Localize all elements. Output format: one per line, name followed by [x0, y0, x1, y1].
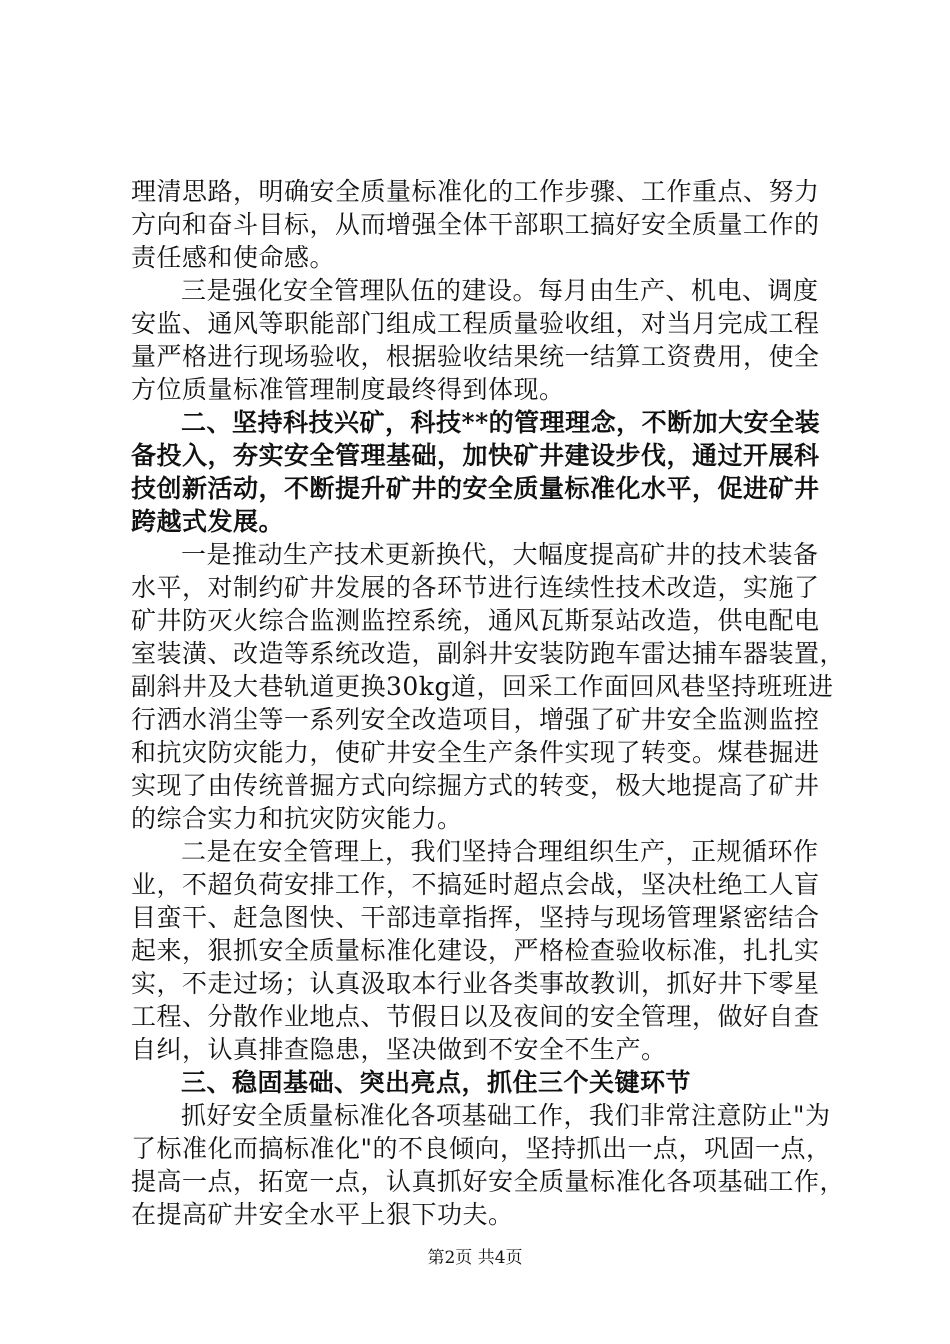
- heading-line: 技创新活动，不断提升矿井的安全质量标准化水平，促进矿井: [131, 474, 820, 503]
- text-line: 三是强化安全管理队伍的建设。每月由生产、机电、调度: [181, 276, 819, 305]
- text-line: 的综合实力和抗灾防灾能力。: [131, 804, 463, 833]
- text-line: 业，不超负荷安排工作，不搞延时超点会战，坚决杜绝工人盲: [131, 870, 820, 899]
- text-line: 自纠，认真排查隐患，坚决做到不安全不生产。: [131, 1035, 667, 1064]
- text-line: 实现了由传统普掘方式向综掘方式的转变，极大地提高了矿井: [131, 771, 820, 800]
- paragraph-safety-management: [131, 835, 831, 1066]
- text-line: 方向和奋斗目标，从而增强全体干部职工搞好安全质量工作的: [131, 210, 820, 239]
- heading-line: 三、稳固基础、突出亮点，抓住三个关键环节: [181, 1068, 692, 1097]
- page-number: 第2页 共4页: [427, 1248, 523, 1268]
- text-line: 起来，狠抓安全质量标准化建设，严格检查验收标准，扎扎实: [131, 936, 820, 965]
- text-line: 室装潢、改造等系统改造，副斜井安装防跑车雷达捕车器装置，: [131, 639, 846, 668]
- text-line: 提高一点，拓宽一点，认真抓好安全质量标准化各项基础工作，: [131, 1167, 846, 1196]
- section-heading-2: [131, 406, 831, 538]
- text-line: 行洒水消尘等一系列安全改造项目，增强了矿井安全监测监控: [131, 705, 820, 734]
- text-line: 抓好安全质量标准化各项基础工作，我们非常注意防止"为: [181, 1101, 831, 1130]
- text-line: 和抗灾防灾能力，使矿井安全生产条件实现了转变。煤巷掘进: [131, 738, 820, 767]
- page-footer: [0, 1247, 950, 1269]
- text-line: 了标准化而搞标准化"的不良倾向，坚持抓出一点，巩固一点，: [131, 1134, 832, 1163]
- document-body: [131, 175, 846, 1231]
- text-line: 责任感和使命感。: [131, 243, 336, 272]
- text-line: 在提高矿井安全水平上狠下功夫。: [131, 1200, 514, 1229]
- heading-line: 备投入，夯实安全管理基础，加快矿井建设步伐，通过开展科: [131, 441, 820, 470]
- text-line: 量严格进行现场验收，根据验收结果统一结算工资费用，使全: [131, 342, 820, 371]
- paragraph-continuation: [131, 175, 831, 274]
- text-line: 水平，对制约矿井发展的各环节进行连续性技术改造，实施了: [131, 573, 820, 602]
- text-line: 实，不走过场；认真汲取本行业各类事故教训，抓好井下零星: [131, 969, 820, 998]
- text-line: 矿井防灭火综合监测监控系统，通风瓦斯泵站改造，供电配电: [131, 606, 820, 635]
- paragraph-technology-upgrade: [131, 538, 846, 835]
- heading-line: 二、坚持科技兴矿，科技**的管理理念，不断加大安全装: [181, 408, 821, 437]
- text-line: 方位质量标准管理制度最终得到体现。: [131, 375, 565, 404]
- paragraph-foundation-work: [131, 1099, 846, 1231]
- text-line: 安监、通风等职能部门组成工程质量验收组，对当月完成工程: [131, 309, 820, 338]
- heading-line: 跨越式发展。: [131, 507, 285, 536]
- text-line: 副斜井及大巷轨道更换30kg道，回采工作面回风巷坚持班班进: [131, 672, 834, 701]
- text-line: 一是推动生产技术更新换代，大幅度提高矿井的技术装备: [181, 540, 819, 569]
- text-line: 理清思路，明确安全质量标准化的工作步骤、工作重点、努力: [131, 177, 820, 206]
- text-line: 二是在安全管理上，我们坚持合理组织生产，正规循环作: [181, 837, 819, 866]
- section-heading-3: [131, 1066, 831, 1099]
- paragraph-management-team: [131, 274, 831, 406]
- text-line: 工程、分散作业地点、节假日以及夜间的安全管理，做好自查: [131, 1002, 820, 1031]
- text-line: 目蛮干、赶急图快、干部违章指挥，坚持与现场管理紧密结合: [131, 903, 820, 932]
